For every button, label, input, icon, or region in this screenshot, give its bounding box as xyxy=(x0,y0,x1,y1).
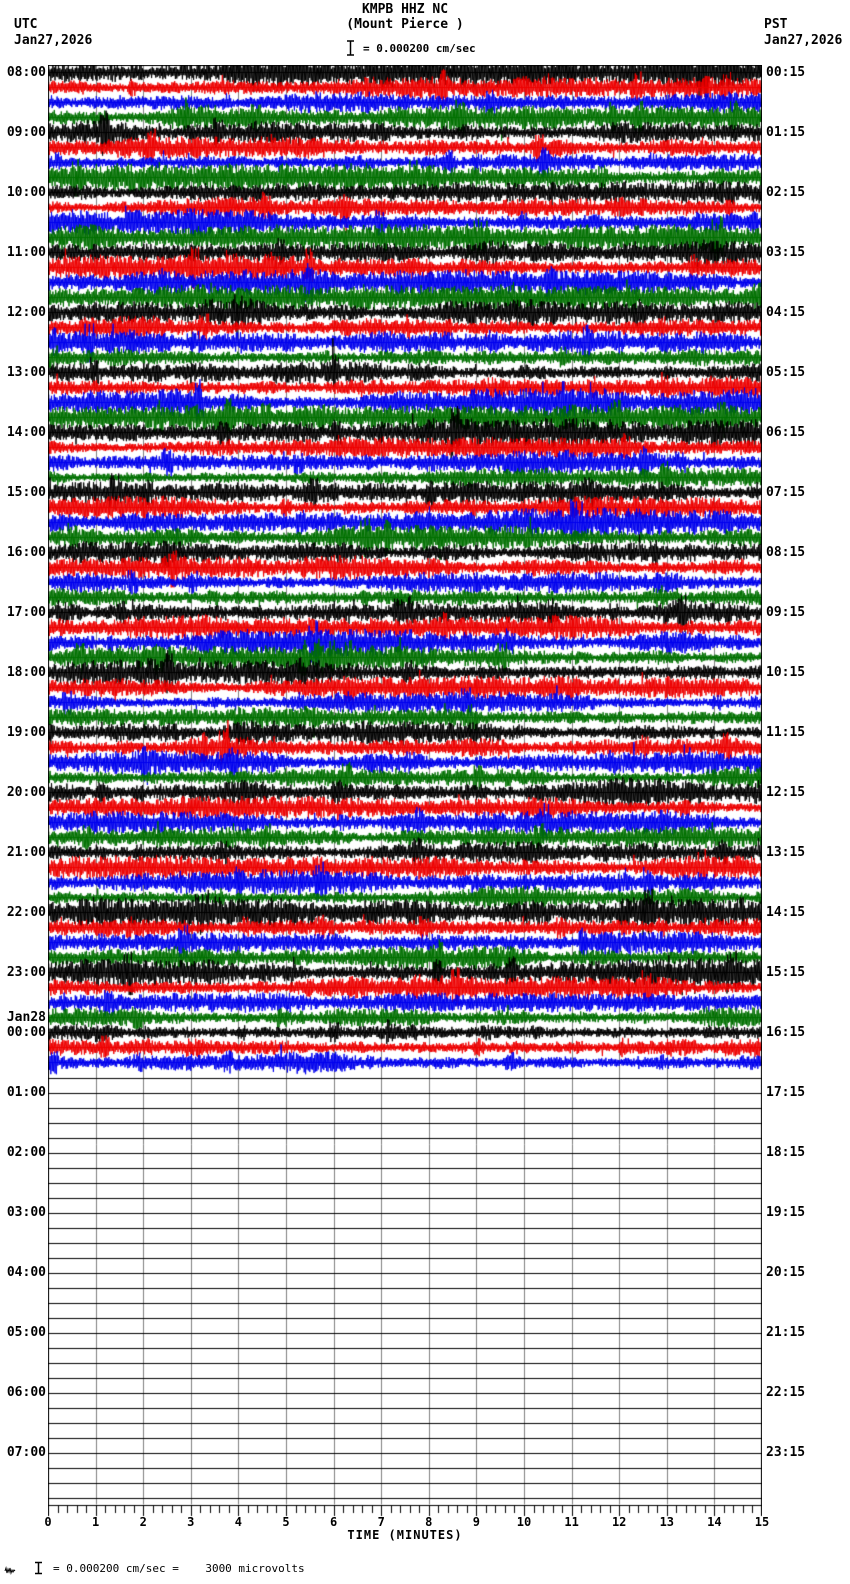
minute-tick-label: 3 xyxy=(187,1515,195,1529)
pst-hour-label: 01:15 xyxy=(766,124,806,140)
utc-hour-label: 22:00 xyxy=(6,904,46,920)
utc-hour-label: 10:00 xyxy=(6,184,46,200)
utc-hour-label: 03:00 xyxy=(6,1204,46,1220)
utc-hour-label: 16:00 xyxy=(6,544,46,560)
minute-tick-label: 13 xyxy=(659,1515,675,1529)
pst-hour-label: 05:15 xyxy=(766,364,806,380)
utc-hour-label: 04:00 xyxy=(6,1264,46,1280)
pst-hour-label: 09:15 xyxy=(766,604,806,620)
date-right-label: Jan27,2026 xyxy=(764,33,843,48)
minute-tick-label: 1 xyxy=(91,1515,100,1529)
pst-hour-label: 10:15 xyxy=(766,664,806,680)
utc-hour-label: 12:00 xyxy=(6,304,46,320)
pst-hour-label: 14:15 xyxy=(766,904,806,920)
pst-hour-label: 11:15 xyxy=(766,724,806,740)
minute-tick-label: 8 xyxy=(425,1515,433,1529)
utc-hour-label: 11:00 xyxy=(6,244,46,260)
pst-hour-label: 06:15 xyxy=(766,424,806,440)
utc-hour-label: 18:00 xyxy=(6,664,46,680)
minute-tick-label: 0 xyxy=(44,1515,52,1529)
pst-hour-label: 21:15 xyxy=(766,1324,806,1340)
pst-hour-label: 23:15 xyxy=(766,1444,806,1460)
utc-hour-label: 15:00 xyxy=(6,484,46,500)
pst-hour-label: 12:15 xyxy=(766,784,806,800)
minute-tick-label: 4 xyxy=(234,1515,242,1529)
utc-hour-label: 07:00 xyxy=(6,1444,46,1460)
utc-hour-label: 01:00 xyxy=(6,1084,46,1100)
pst-hour-label: 02:15 xyxy=(766,184,806,200)
utc-hour-label: 00:00 xyxy=(6,1024,46,1040)
utc-hour-label: 21:00 xyxy=(6,844,46,860)
scale-bar-icon xyxy=(346,39,355,57)
utc-hour-label: 23:00 xyxy=(6,964,46,980)
minute-tick-label: 2 xyxy=(139,1515,147,1529)
timezone-left-label: UTC xyxy=(14,17,38,32)
minute-tick-label: 11 xyxy=(564,1515,579,1529)
pst-hour-label: 07:15 xyxy=(766,484,806,500)
x-axis-title: TIME (MINUTES) xyxy=(347,1528,463,1542)
pst-hour-label: 08:15 xyxy=(766,544,806,560)
day-change-label: Jan28 xyxy=(6,1009,46,1025)
station-title: KMPB HHZ NC xyxy=(361,2,449,17)
pst-hour-label: 18:15 xyxy=(766,1144,806,1160)
title-block xyxy=(48,2,762,32)
minute-tick-label: 7 xyxy=(377,1515,385,1529)
utc-hour-label: 08:00 xyxy=(6,64,46,80)
pst-hour-label: 16:15 xyxy=(766,1024,806,1040)
timezone-right-label: PST xyxy=(764,17,788,32)
utc-hour-label: 06:00 xyxy=(6,1384,46,1400)
utc-hour-label: 05:00 xyxy=(6,1324,46,1340)
utc-hour-label: 17:00 xyxy=(6,604,46,620)
minute-tick-label: 14 xyxy=(707,1515,722,1529)
minute-tick-label: 12 xyxy=(611,1515,627,1529)
helicorder-plot xyxy=(48,65,762,1517)
footer-squiggle-icon xyxy=(4,1566,16,1575)
utc-hour-label: 02:00 xyxy=(6,1144,46,1160)
minute-tick-label: 15 xyxy=(754,1515,770,1529)
footer-scale-note xyxy=(4,1560,305,1576)
pst-hour-label: 17:15 xyxy=(766,1084,806,1100)
utc-hour-label: 09:00 xyxy=(6,124,46,140)
station-location: (Mount Pierce ) xyxy=(346,17,464,32)
utc-hour-label: 19:00 xyxy=(6,724,46,740)
pst-hour-label: 19:15 xyxy=(766,1204,806,1220)
pst-hour-label: 20:15 xyxy=(766,1264,806,1280)
minute-tick-label: 9 xyxy=(472,1515,480,1529)
pst-hour-label: 22:15 xyxy=(766,1384,806,1400)
minute-tick-label: 5 xyxy=(282,1515,290,1529)
footer-scale-text: = 0.000200 cm/sec = 3000 microvolts xyxy=(53,1561,305,1575)
pst-hour-label: 13:15 xyxy=(766,844,806,860)
utc-hour-label: 20:00 xyxy=(6,784,46,800)
scale-indicator-label: = 0.000200 cm/sec xyxy=(363,41,476,55)
date-left-label: Jan27,2026 xyxy=(14,33,93,48)
minute-tick-label: 6 xyxy=(329,1515,338,1529)
pst-hour-label: 03:15 xyxy=(766,244,806,260)
scale-indicator xyxy=(346,38,476,58)
minute-tick-label: 10 xyxy=(516,1515,532,1529)
utc-hour-label: 13:00 xyxy=(6,364,46,380)
pst-hour-label: 15:15 xyxy=(766,964,806,980)
pst-hour-label: 04:15 xyxy=(766,304,806,320)
pst-hour-label: 00:15 xyxy=(766,64,806,80)
utc-hour-label: 14:00 xyxy=(6,424,46,440)
footer-scale-bar-icon xyxy=(34,1561,43,1575)
